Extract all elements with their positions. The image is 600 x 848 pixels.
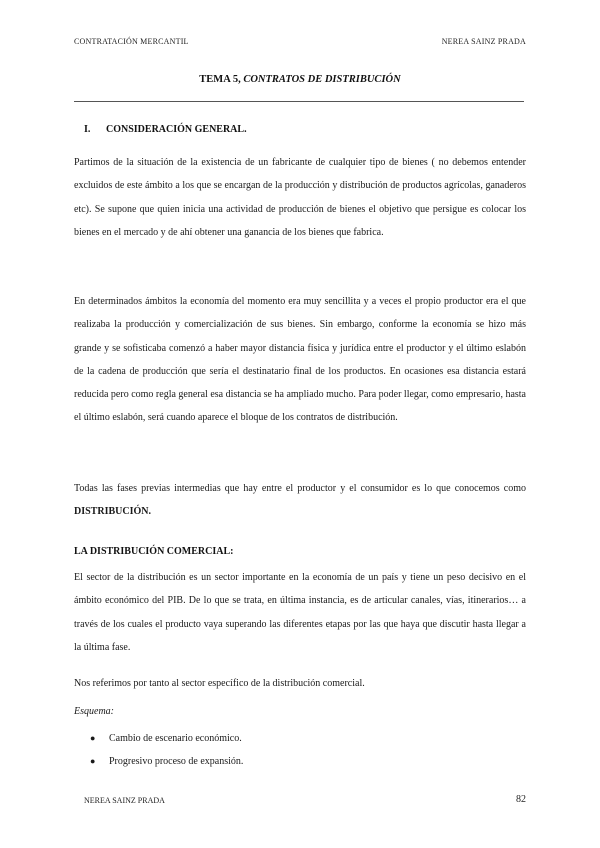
title-prefix: TEMA 5, [199, 74, 244, 85]
paragraph-3-bold-term: DISTRIBUCIÓN. [74, 506, 151, 518]
esquema-list [90, 727, 243, 773]
paragraph-2: En determinados ámbitos la economía del momento era muy sencillita y a veces el propio productor era el que realizaba la producción y comercialización de sus bienes. Sin embargo, conforme la economía se hizo más grande y se sofisticaba comenzó a haber mayor distancia física y jurídica entre el productor y el último eslabón de la cadena de producción que sería el destinatario final de los productos. En ocasiones esa distancia estará reducida pero como regla general esa distancia se ha ampliado mucho. Para poder llegar, como empresario, hasta el último eslabón, será cuando aparece el bloque de los contratos de distribución. [74, 296, 526, 424]
running-header [74, 37, 526, 49]
distribution-subheading: LA DISTRIBUCIÓN COMERCIAL: [74, 546, 234, 557]
list-item [90, 727, 243, 750]
section-number: I. [84, 124, 91, 135]
bullet-icon: ● [90, 733, 96, 743]
paragraph-3-text: Todas las fases previas intermedias que hay entre el productor y el consumidor es lo que conocemos como [74, 483, 526, 494]
list-item [90, 750, 243, 773]
paragraph-1: Partimos de la situación de la existencia de un fabricante de cualquier tipo de bienes ( no debemos entender excluidos de este ámbito a los que se encargan de la producción y distribución de productos agrícolas, ganaderos etc). Se supone que quien inicia una actividad de producción de bienes el objetivo que persigue es colocar los bienes en el mercado y de ahí obtener una ganancia de los bienes que fabrica. [74, 157, 526, 238]
page-number: 82 [516, 794, 526, 805]
esquema-label: Esquema: [74, 706, 114, 717]
section-heading-text: CONSIDERACIÓN GENERAL. [106, 124, 247, 135]
paragraph-4: El sector de la distribución es un sector importante en la economía de un país y tiene un peso decisivo en el ámbito económico del PIB. De lo que se trata, en última instancia, es de articular canales, vías, itinerarios… a través de los cuales el producto vaya superando las diferentes etapas por las que haya que discutir hasta llegar a la última fase. [74, 572, 526, 653]
page-title [74, 74, 526, 85]
list-item-text: Progresivo proceso de expansión. [109, 756, 244, 767]
section-heading [84, 124, 247, 135]
title-divider [74, 101, 524, 102]
list-item-text: Cambio de escenario económico. [109, 733, 242, 744]
footer-author: NEREA SAINZ PRADA [84, 796, 165, 805]
header-course-title: CONTRATACIÓN MERCANTIL [74, 37, 189, 46]
paragraph-3 [74, 477, 526, 524]
header-author: NEREA SAINZ PRADA [441, 37, 526, 46]
bullet-icon: ● [90, 756, 96, 766]
title-subtitle: CONTRATOS DE DISTRIBUCIÓN [243, 74, 401, 85]
paragraph-5: Nos referimos por tanto al sector específico de la distribución comercial. [74, 678, 365, 689]
